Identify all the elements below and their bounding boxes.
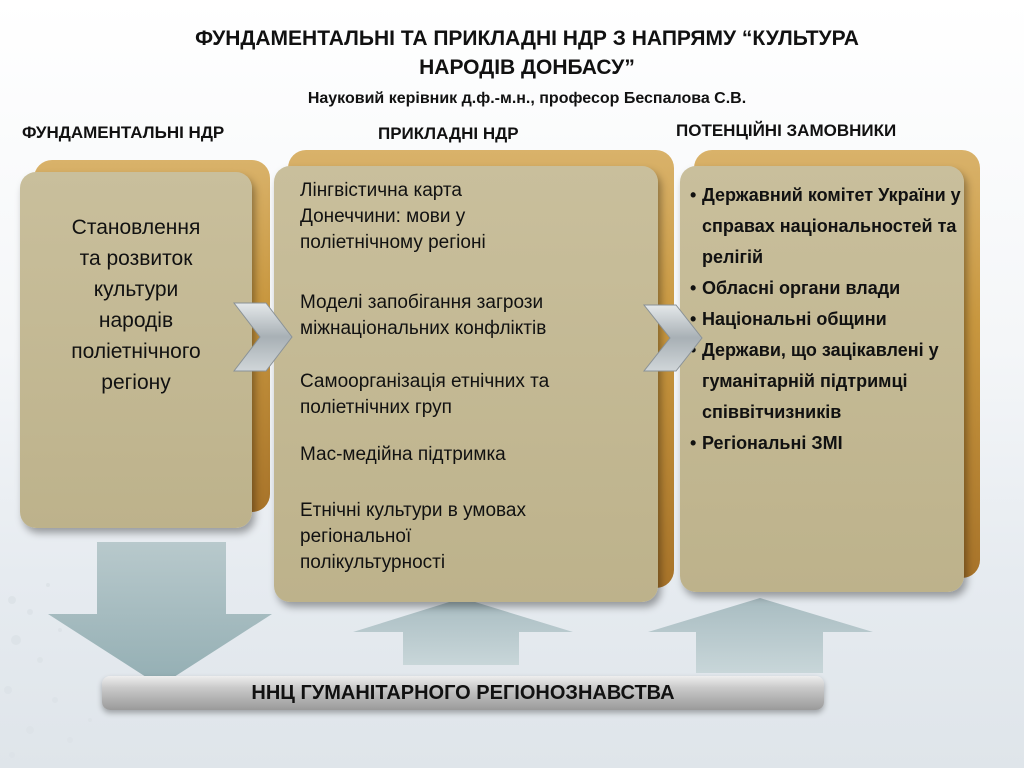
applied-item-line: Етнічні культури в умовах [300,500,526,521]
chevron-right-icon [644,305,702,371]
bottom-bar-label: ННЦ ГУМАНІТАРНОГО РЕГІОНОЗНАВСТВА [251,682,675,704]
chevron-right-icon [234,303,292,371]
applied-item-line: міжнаціональних конфліктів [300,318,547,339]
fundamental-line: народів [98,309,174,332]
title-line-2: НАРОДІВ ДОНБАСУ” [419,56,635,79]
heading-applied: ПРИКЛАДНІ НДР [378,124,519,143]
customer-item: • Держави, що зацікавлені у гуманітарній підтримці співвітчизників [690,335,964,428]
title-line-1: ФУНДАМЕНТАЛЬНІ ТА ПРИКЛАДНІ НДР З НАПРЯМУ “КУЛЬТУРА [195,27,859,50]
customer-item: • Обласні органи влади [690,273,964,304]
subtitle: Науковий керівник д.ф.-м.н., професор Беспалова С.В. [307,90,747,107]
applied-item-line: поліетнічному регіоні [300,232,486,253]
bottom-bar [102,676,824,710]
customer-item: • Національні общини [690,304,964,335]
applied-item-line: поліетнічних груп [300,397,452,418]
heading-customers: ПОТЕНЦІЙНІ ЗАМОВНИКИ [676,121,897,140]
customer-item: • Регіональні ЗМІ [690,428,964,459]
applied-item-line: Донеччини: мови у [300,206,466,227]
fundamental-line: культури [93,278,179,301]
applied-item-line: регіональної [300,526,412,547]
applied-item-line: полікультурності [300,552,446,573]
fundamental-line: регіону [101,371,171,394]
heading-fundamental: ФУНДАМЕНТАЛЬНІ НДР [22,123,225,142]
applied-item-line: Мас-медійна підтримка [300,444,506,465]
fundamental-line: та розвиток [79,247,193,270]
applied-item-line: Лінгвістична карта [300,180,462,201]
applied-item-line: Моделі запобігання загрози [300,292,544,313]
applied-item-line: Самоорганізація етнічних та [300,371,550,392]
customer-item: • Державний комітет України у справах національностей та релігій [690,180,964,273]
fundamental-line: Становлення [71,216,201,239]
fundamental-line: поліетнічного [71,340,201,363]
